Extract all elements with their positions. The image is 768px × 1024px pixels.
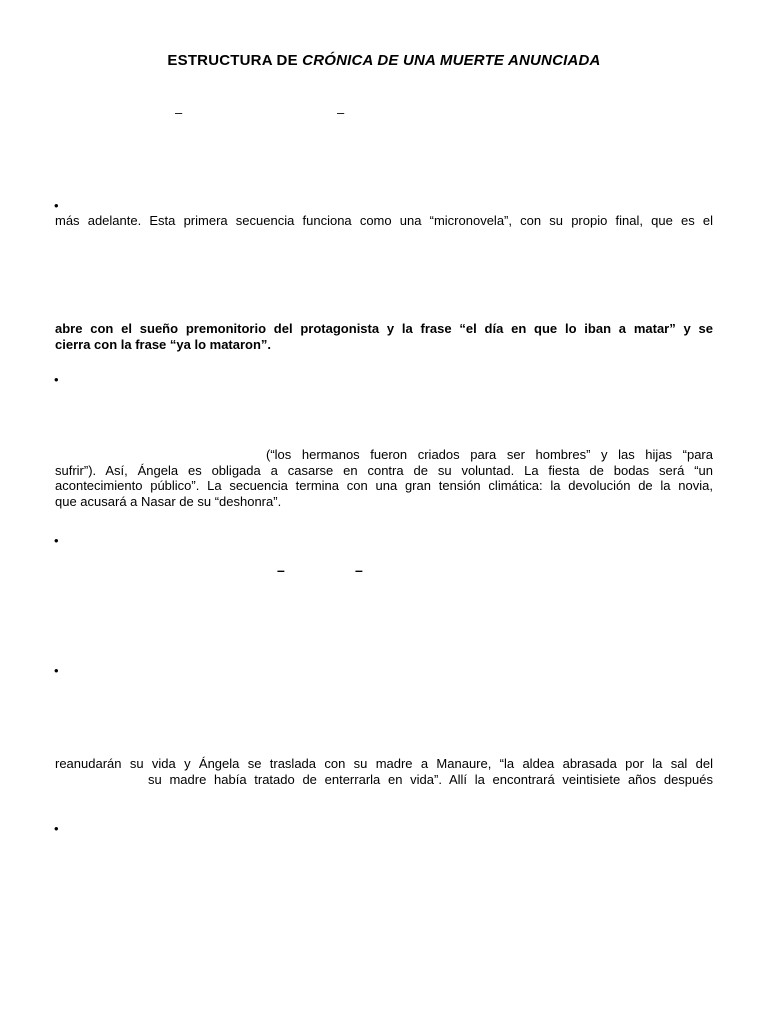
section1-bold-line-2: cierra con la frase “ya lo mataron”. [55, 336, 272, 352]
dash-1: – [175, 105, 183, 120]
section1-line-1: más adelante. Esta primera secuencia funciona como una “micronovela”, con su propio final, que es el [55, 213, 713, 228]
bullet-3: • [54, 533, 59, 548]
dash-2: – [337, 105, 345, 120]
dash-4: – [355, 562, 363, 578]
section2-line-2: sufrir”). Así, Ángela es obligada a casarse en contra de su voluntad. La fiesta de bodas será “un [55, 462, 713, 478]
section2-line-3: acontecimiento público”. La secuencia termina con una gran tensión climática: la devolución de la novia, [55, 478, 713, 493]
section1-bold-line-1: abre con el sueño premonitorio del protagonista y la frase “el día en que lo iban a matar” y se [55, 321, 713, 336]
bullet-5: • [54, 821, 59, 836]
page-title [0, 52, 768, 69]
section4-line-2: su madre había tratado de enterrarla en vida”. Allí la encontrará veintisiete años después [148, 772, 713, 787]
section2-line-1: (“los hermanos fueron criados para ser hombres” y las hijas “para [266, 447, 713, 462]
bullet-1: • [54, 198, 59, 213]
bullet-4: • [54, 663, 59, 678]
section1-bold-paragraph [55, 321, 713, 352]
section4-line-1: reanudarán su vida y Ángela se traslada con su madre a Manaure, “la aldea abrasada por la sal del [55, 756, 713, 771]
title-prefix: ESTRUCTURA DE [167, 52, 303, 69]
section2-line-4: que acusará a Nasar de su “deshonra”. [55, 493, 282, 509]
section2-paragraph [55, 463, 713, 510]
title-italic: CRÓNICA DE UNA MUERTE ANUNCIADA [302, 52, 601, 69]
bullet-2: • [54, 372, 59, 387]
dash-3: – [277, 562, 285, 578]
